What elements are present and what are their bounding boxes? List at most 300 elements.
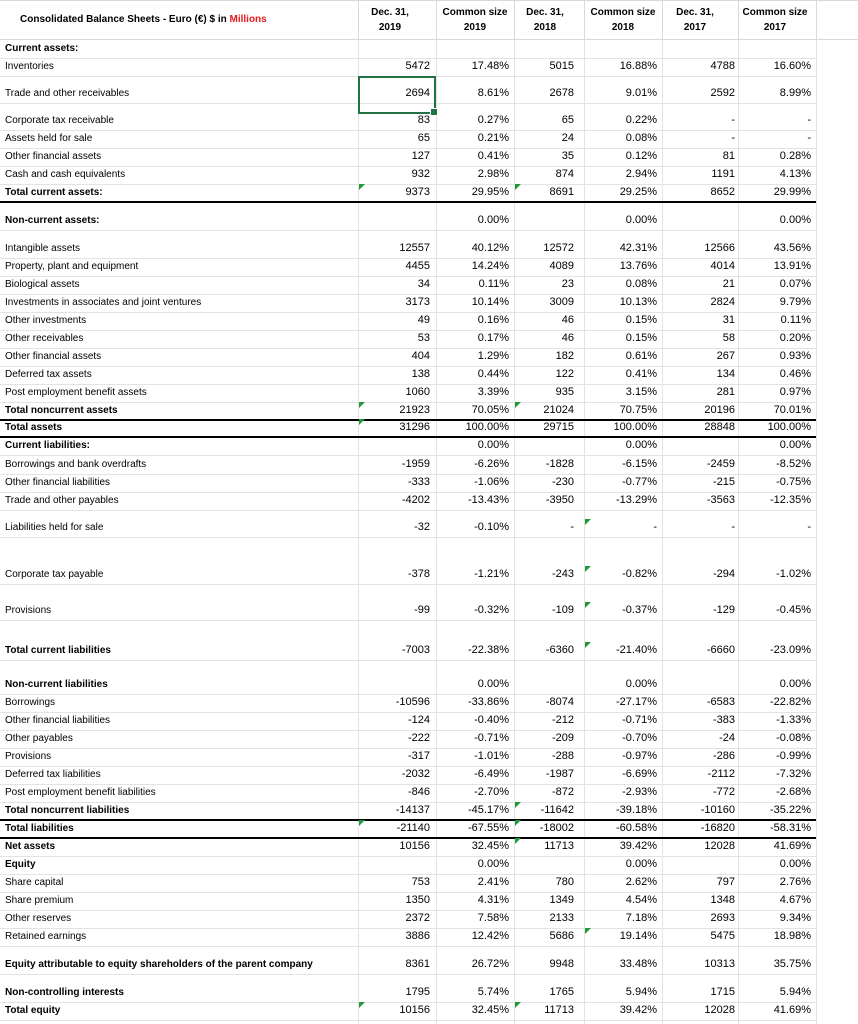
cell-value[interactable]: 2133 [549, 912, 574, 924]
error-indicator-icon[interactable] [359, 1002, 365, 1008]
cell-value[interactable]: 49 [417, 314, 430, 326]
cell-value[interactable]: 100.00% [613, 421, 657, 433]
cell-value[interactable]: -6583 [706, 696, 735, 708]
cell-value[interactable]: 182 [555, 350, 574, 362]
cell-value[interactable]: 65 [561, 114, 574, 126]
cell-value[interactable]: -3950 [545, 494, 574, 506]
cell-value[interactable]: 26.72% [471, 958, 509, 970]
cell-value[interactable]: 138 [411, 368, 430, 380]
error-indicator-icon[interactable] [515, 1002, 521, 1008]
cell-value[interactable]: 0.22% [625, 114, 657, 126]
error-indicator-icon[interactable] [359, 820, 365, 826]
cell-value[interactable]: -0.70% [622, 732, 657, 744]
col-header-cs-2017[interactable] [735, 5, 815, 35]
error-indicator-icon[interactable] [515, 402, 521, 408]
row-label[interactable]: Other reserves [5, 913, 72, 924]
cell-value[interactable]: -378 [407, 568, 430, 580]
cell-value[interactable]: 11713 [544, 1004, 574, 1016]
cell-value[interactable]: 0.44% [477, 368, 509, 380]
cell-value[interactable]: -846 [407, 786, 430, 798]
cell-value[interactable]: 1795 [405, 986, 430, 998]
cell-value[interactable]: 2.41% [477, 876, 509, 888]
cell-value[interactable]: 29715 [543, 421, 574, 433]
row-label[interactable]: Equity [5, 859, 36, 870]
row-label[interactable]: Corporate tax payable [5, 569, 104, 580]
cell-value[interactable]: 8.99% [779, 87, 811, 99]
cell-value[interactable]: 127 [411, 150, 430, 162]
cell-value[interactable]: 70.05% [471, 404, 509, 416]
cell-value[interactable]: -0.75% [776, 476, 811, 488]
row-label[interactable]: Property, plant and equipment [5, 261, 139, 272]
cell-value[interactable]: 31296 [399, 421, 430, 433]
cell-value[interactable]: -35.22% [770, 804, 811, 816]
cell-value[interactable]: 39.42% [619, 1004, 657, 1016]
row-label[interactable]: Other financial assets [5, 151, 102, 162]
row-label[interactable]: Share capital [5, 877, 64, 888]
cell-value[interactable]: 10313 [704, 958, 735, 970]
cell-value[interactable]: -10596 [395, 696, 430, 708]
cell-value[interactable]: -6360 [545, 644, 574, 656]
cell-value[interactable]: - [653, 521, 657, 533]
cell-value[interactable]: 4.31% [477, 894, 509, 906]
col-header-dec-2017[interactable] [665, 5, 725, 35]
cell-value[interactable]: 3173 [405, 296, 430, 308]
cell-value[interactable]: 0.00% [779, 678, 811, 690]
cell-value[interactable]: -383 [712, 714, 735, 726]
cell-value[interactable]: 24 [561, 132, 574, 144]
cell-value[interactable]: -0.77% [622, 476, 657, 488]
cell-value[interactable]: -1987 [545, 768, 574, 780]
cell-value[interactable]: 0.00% [625, 439, 657, 451]
row-label[interactable]: Post employment benefit assets [5, 387, 147, 398]
row-label[interactable]: Deferred tax assets [5, 369, 92, 380]
cell-value[interactable]: -215 [712, 476, 735, 488]
cell-value[interactable]: 13.91% [773, 260, 811, 272]
cell-value[interactable]: 1765 [549, 986, 574, 998]
cell-value[interactable]: -7.32% [776, 768, 811, 780]
cell-value[interactable]: 40.12% [471, 242, 509, 254]
cell-value[interactable]: -18002 [539, 822, 574, 834]
cell-value[interactable]: -1.02% [776, 568, 811, 580]
row-label[interactable]: Total noncurrent assets [5, 405, 118, 416]
row-label[interactable]: Provisions [5, 605, 52, 616]
cell-value[interactable]: - [731, 521, 735, 533]
cell-value[interactable]: 1.29% [477, 350, 509, 362]
cell-value[interactable]: -1.06% [474, 476, 509, 488]
cell-value[interactable]: 12.42% [471, 930, 509, 942]
cell-value[interactable]: 9.34% [779, 912, 811, 924]
cell-value[interactable]: 1715 [710, 986, 735, 998]
cell-value[interactable]: -16820 [700, 822, 735, 834]
cell-value[interactable]: -2.68% [776, 786, 811, 798]
cell-value[interactable]: -286 [712, 750, 735, 762]
col-header-dec-2018[interactable] [515, 5, 575, 35]
cell-value[interactable]: -872 [551, 786, 574, 798]
row-label[interactable]: Corporate tax receivable [5, 115, 114, 126]
cell-value[interactable]: -2.70% [474, 786, 509, 798]
cell-value[interactable]: 1060 [405, 386, 430, 398]
cell-value[interactable]: 53 [417, 332, 430, 344]
row-label[interactable]: Non-current liabilities [5, 679, 108, 690]
cell-value[interactable]: 16.60% [773, 60, 811, 72]
cell-value[interactable]: -212 [551, 714, 574, 726]
row-label[interactable]: Intangible assets [5, 243, 81, 254]
cell-value[interactable]: 19.14% [619, 930, 657, 942]
cell-value[interactable]: - [731, 132, 735, 144]
row-label[interactable]: Investments in associates and joint ventures [5, 297, 202, 308]
cell-value[interactable]: 0.00% [625, 678, 657, 690]
cell-value[interactable]: 0.08% [625, 278, 657, 290]
cell-value[interactable]: 23 [561, 278, 574, 290]
cell-value[interactable]: 29.25% [619, 186, 657, 198]
cell-value[interactable]: 12566 [704, 242, 735, 254]
cell-value[interactable]: 58 [722, 332, 735, 344]
row-label[interactable]: Retained earnings [5, 931, 87, 942]
cell-value[interactable]: 797 [716, 876, 735, 888]
cell-value[interactable]: -13.29% [616, 494, 657, 506]
cell-value[interactable]: - [731, 114, 735, 126]
cell-value[interactable]: - [807, 132, 811, 144]
cell-value[interactable]: -1.01% [474, 750, 509, 762]
cell-value[interactable]: 39.42% [619, 840, 657, 852]
cell-value[interactable]: -230 [551, 476, 574, 488]
cell-value[interactable]: -6.26% [474, 458, 509, 470]
cell-value[interactable]: 3009 [549, 296, 574, 308]
error-indicator-icon[interactable] [585, 519, 591, 525]
cell-value[interactable]: 18.98% [773, 930, 811, 942]
cell-value[interactable]: -8074 [545, 696, 574, 708]
cell-value[interactable]: -0.97% [622, 750, 657, 762]
col-header-cs-2019[interactable] [435, 5, 515, 35]
row-label[interactable]: Deferred tax liabilities [5, 769, 101, 780]
error-indicator-icon[interactable] [585, 602, 591, 608]
cell-value[interactable]: 0.00% [779, 858, 811, 870]
cell-value[interactable]: 0.11% [478, 278, 509, 290]
error-indicator-icon[interactable] [585, 642, 591, 648]
cell-value[interactable]: 4788 [710, 60, 735, 72]
cell-value[interactable]: - [570, 521, 574, 533]
cell-value[interactable]: 28848 [704, 421, 735, 433]
cell-value[interactable]: -2032 [401, 768, 430, 780]
cell-value[interactable]: 2.76% [779, 876, 811, 888]
cell-value[interactable]: 4455 [405, 260, 430, 272]
row-label[interactable]: Inventories [5, 61, 54, 72]
cell-value[interactable]: -209 [551, 732, 574, 744]
error-indicator-icon[interactable] [585, 566, 591, 572]
cell-value[interactable]: 0.00% [477, 858, 509, 870]
cell-value[interactable]: 0.00% [477, 439, 509, 451]
cell-value[interactable]: -22.38% [468, 644, 509, 656]
cell-value[interactable]: 17.48% [471, 60, 509, 72]
cell-value[interactable]: 2.98% [477, 168, 509, 180]
row-label[interactable]: Total current assets: [5, 187, 103, 198]
cell-value[interactable]: 2693 [710, 912, 735, 924]
cell-value[interactable]: 35.75% [773, 958, 811, 970]
cell-value[interactable]: -8.52% [776, 458, 811, 470]
cell-value[interactable]: -0.08% [776, 732, 811, 744]
cell-value[interactable]: 0.97% [779, 386, 811, 398]
cell-value[interactable]: 3.15% [625, 386, 657, 398]
row-label[interactable]: Share premium [5, 895, 74, 906]
cell-value[interactable]: 0.41% [477, 150, 509, 162]
error-indicator-icon[interactable] [515, 838, 521, 844]
cell-value[interactable]: -0.32% [474, 604, 509, 616]
cell-value[interactable]: -317 [407, 750, 430, 762]
cell-value[interactable]: 5475 [710, 930, 735, 942]
cell-value[interactable]: 5.74% [477, 986, 509, 998]
cell-value[interactable]: -12.35% [770, 494, 811, 506]
row-label[interactable]: Biological assets [5, 279, 80, 290]
cell-value[interactable]: 100.00% [465, 421, 509, 433]
cell-value[interactable]: 8691 [549, 186, 574, 198]
cell-value[interactable]: -2.93% [622, 786, 657, 798]
cell-value[interactable]: 780 [555, 876, 574, 888]
cell-value[interactable]: -39.18% [616, 804, 657, 816]
cell-value[interactable]: 0.07% [779, 278, 811, 290]
cell-value[interactable]: 0.00% [779, 439, 811, 451]
cell-value[interactable]: -2459 [706, 458, 735, 470]
cell-value[interactable]: -124 [407, 714, 430, 726]
cell-value[interactable]: 1348 [710, 894, 735, 906]
row-label[interactable]: Other financial liabilities [5, 477, 111, 488]
cell-value[interactable]: -1959 [401, 458, 430, 470]
cell-value[interactable]: -109 [551, 604, 574, 616]
cell-value[interactable]: 46 [561, 314, 574, 326]
cell-value[interactable]: 2.94% [625, 168, 657, 180]
error-indicator-icon[interactable] [515, 184, 521, 190]
cell-value[interactable]: 753 [411, 876, 430, 888]
cell-value[interactable]: 8.61% [477, 87, 509, 99]
cell-value[interactable]: 0.00% [625, 858, 657, 870]
cell-value[interactable]: -0.45% [776, 604, 811, 616]
cell-value[interactable]: 31 [722, 314, 735, 326]
row-label[interactable]: Net assets [5, 841, 56, 852]
col-header-dec-2019[interactable] [360, 5, 420, 35]
cell-value[interactable]: 0.11% [780, 314, 811, 326]
cell-value[interactable]: 0.41% [625, 368, 657, 380]
cell-value[interactable]: 5.94% [625, 986, 657, 998]
cell-value[interactable]: 29.95% [471, 186, 509, 198]
sheet-title[interactable] [20, 14, 267, 25]
cell-value[interactable]: -32 [414, 521, 430, 533]
cell-value[interactable]: -129 [712, 604, 735, 616]
cell-value[interactable]: 0.12% [625, 150, 657, 162]
cell-value[interactable]: 29.99% [773, 186, 811, 198]
row-label[interactable]: Current liabilities: [5, 440, 91, 451]
cell-value[interactable]: -24 [719, 732, 735, 744]
cell-value[interactable]: 9.01% [625, 87, 657, 99]
col-header-cs-2018[interactable] [583, 5, 663, 35]
cell-value[interactable]: 0.17% [477, 332, 509, 344]
cell-value[interactable]: 10156 [399, 840, 430, 852]
row-label[interactable]: Current assets: [5, 43, 79, 54]
cell-value[interactable]: 2372 [405, 912, 430, 924]
cell-value[interactable]: 13.76% [619, 260, 657, 272]
cell-value[interactable]: -6660 [706, 644, 735, 656]
cell-value[interactable]: 0.21% [477, 132, 509, 144]
cell-value[interactable]: 10156 [399, 1004, 430, 1016]
cell-value[interactable]: -243 [551, 568, 574, 580]
cell-value[interactable]: 3.39% [477, 386, 509, 398]
cell-value[interactable]: -333 [407, 476, 430, 488]
row-label[interactable]: Liabilities held for sale [5, 522, 104, 533]
cell-value[interactable]: 122 [555, 368, 574, 380]
row-label[interactable]: Total liabilities [5, 823, 74, 834]
cell-value[interactable]: -22.82% [770, 696, 811, 708]
cell-value[interactable]: 7.58% [477, 912, 509, 924]
cell-value[interactable]: 16.88% [619, 60, 657, 72]
cell-value[interactable]: -6.49% [474, 768, 509, 780]
cell-value[interactable]: 0.00% [477, 678, 509, 690]
row-label[interactable]: Total current liabilities [5, 645, 111, 656]
cell-value[interactable]: -10160 [700, 804, 735, 816]
cell-value[interactable]: 10.13% [619, 296, 657, 308]
cell-value[interactable]: 5015 [549, 60, 574, 72]
cell-value[interactable]: 0.00% [477, 214, 509, 226]
cell-value[interactable]: 2678 [549, 87, 574, 99]
row-label[interactable]: Other investments [5, 315, 87, 326]
cell-value[interactable]: -21.40% [616, 644, 657, 656]
cell-value[interactable]: 0.00% [779, 214, 811, 226]
cell-value[interactable]: 100.00% [767, 421, 811, 433]
cell-value[interactable]: 0.27% [477, 114, 509, 126]
row-label[interactable]: Non-current assets: [5, 215, 100, 226]
cell-value[interactable]: 83 [417, 114, 430, 126]
cell-value[interactable]: -0.99% [776, 750, 811, 762]
cell-value[interactable]: 35 [561, 150, 574, 162]
cell-value[interactable]: 281 [716, 386, 735, 398]
cell-value[interactable]: 21923 [399, 404, 430, 416]
cell-value[interactable]: -58.31% [770, 822, 811, 834]
cell-value[interactable]: 0.28% [779, 150, 811, 162]
cell-value[interactable]: -0.40% [474, 714, 509, 726]
row-label[interactable]: Cash and cash equivalents [5, 169, 126, 180]
cell-value[interactable]: 9.79% [779, 296, 811, 308]
cell-value[interactable]: 12028 [704, 1004, 735, 1016]
cell-value[interactable]: 4014 [710, 260, 735, 272]
cell-value[interactable]: -21140 [396, 822, 430, 834]
cell-value[interactable]: 41.69% [773, 1004, 811, 1016]
cell-value[interactable]: 14.24% [471, 260, 509, 272]
cell-value[interactable]: 42.31% [619, 242, 657, 254]
cell-value[interactable]: 32.45% [471, 1004, 509, 1016]
cell-value[interactable]: -0.71% [622, 714, 657, 726]
cell-value[interactable]: -0.82% [622, 568, 657, 580]
cell-value[interactable]: -1828 [545, 458, 574, 470]
row-label[interactable]: Other receivables [5, 333, 84, 344]
cell-value[interactable]: -0.71% [474, 732, 509, 744]
row-label[interactable]: Borrowings and bank overdrafts [5, 459, 147, 470]
cell-value[interactable]: 33.48% [619, 958, 657, 970]
cell-value[interactable]: 9948 [549, 958, 574, 970]
cell-value[interactable]: 8652 [710, 186, 735, 198]
cell-value[interactable]: 46 [561, 332, 574, 344]
row-label[interactable]: Post employment benefit liabilities [5, 787, 156, 798]
cell-value[interactable]: -4202 [401, 494, 430, 506]
cell-value[interactable]: 932 [411, 168, 430, 180]
cell-value[interactable]: -11642 [540, 804, 574, 816]
cell-value[interactable]: 935 [555, 386, 574, 398]
cell-value[interactable]: -60.58% [616, 822, 657, 834]
cell-value[interactable]: 4.13% [779, 168, 811, 180]
row-label[interactable]: Non-controlling interests [5, 987, 124, 998]
cell-value[interactable]: 21024 [543, 404, 574, 416]
cell-value[interactable]: 2694 [405, 87, 430, 99]
cell-value[interactable]: 81 [722, 150, 735, 162]
cell-value[interactable]: 4089 [549, 260, 574, 272]
row-label[interactable]: Trade and other receivables [5, 88, 130, 99]
cell-value[interactable]: - [807, 521, 811, 533]
error-indicator-icon[interactable] [515, 820, 521, 826]
cell-value[interactable]: -222 [407, 732, 430, 744]
cell-value[interactable]: 0.20% [779, 332, 811, 344]
cell-value[interactable]: -6.69% [622, 768, 657, 780]
cell-value[interactable]: -0.10% [474, 521, 509, 533]
cell-value[interactable]: 41.69% [773, 840, 811, 852]
cell-value[interactable]: -3563 [706, 494, 735, 506]
cell-value[interactable]: 134 [716, 368, 735, 380]
cell-value[interactable]: 0.15% [625, 332, 657, 344]
cell-value[interactable]: -13.43% [468, 494, 509, 506]
selected-cell[interactable] [358, 76, 436, 114]
cell-value[interactable]: 874 [555, 168, 574, 180]
row-label[interactable]: Total noncurrent liabilities [5, 805, 130, 816]
fill-handle[interactable] [430, 108, 438, 116]
cell-value[interactable]: -1.21% [474, 568, 509, 580]
cell-value[interactable]: 1350 [405, 894, 430, 906]
error-indicator-icon[interactable] [515, 802, 521, 808]
cell-value[interactable]: 0.15% [625, 314, 657, 326]
cell-value[interactable]: 4.67% [779, 894, 811, 906]
row-label[interactable]: Trade and other payables [5, 495, 119, 506]
cell-value[interactable]: 12028 [704, 840, 735, 852]
cell-value[interactable]: -33.86% [468, 696, 509, 708]
row-label[interactable]: Equity attributable to equity shareholders of the parent company [5, 959, 313, 970]
cell-value[interactable]: 20196 [704, 404, 735, 416]
cell-value[interactable]: 10.14% [471, 296, 509, 308]
cell-value[interactable]: 21 [722, 278, 735, 290]
cell-value[interactable]: -0.37% [622, 604, 657, 616]
cell-value[interactable]: -1.33% [776, 714, 811, 726]
cell-value[interactable]: 404 [411, 350, 430, 362]
cell-value[interactable]: -6.15% [622, 458, 657, 470]
cell-value[interactable]: 43.56% [773, 242, 811, 254]
cell-value[interactable]: 5.94% [779, 986, 811, 998]
error-indicator-icon[interactable] [359, 419, 365, 425]
cell-value[interactable]: 0.46% [779, 368, 811, 380]
cell-value[interactable]: -294 [712, 568, 735, 580]
cell-value[interactable]: 4.54% [625, 894, 657, 906]
row-label[interactable]: Total equity [5, 1005, 61, 1016]
cell-value[interactable]: -45.17% [468, 804, 509, 816]
row-label[interactable]: Assets held for sale [5, 133, 93, 144]
cell-value[interactable]: 12572 [543, 242, 574, 254]
cell-value[interactable]: 32.45% [471, 840, 509, 852]
cell-value[interactable]: 0.93% [779, 350, 811, 362]
cell-value[interactable]: -288 [551, 750, 574, 762]
cell-value[interactable]: -27.17% [616, 696, 657, 708]
cell-value[interactable]: -67.55% [468, 822, 509, 834]
cell-value[interactable]: 34 [417, 278, 430, 290]
cell-value[interactable]: 0.61% [625, 350, 657, 362]
cell-value[interactable]: 1191 [711, 168, 735, 180]
row-label[interactable]: Total assets [5, 422, 63, 433]
cell-value[interactable]: 5472 [405, 60, 430, 72]
cell-value[interactable]: 70.01% [773, 404, 811, 416]
cell-value[interactable]: 7.18% [625, 912, 657, 924]
cell-value[interactable]: 0.08% [625, 132, 657, 144]
cell-value[interactable]: 2824 [710, 296, 735, 308]
